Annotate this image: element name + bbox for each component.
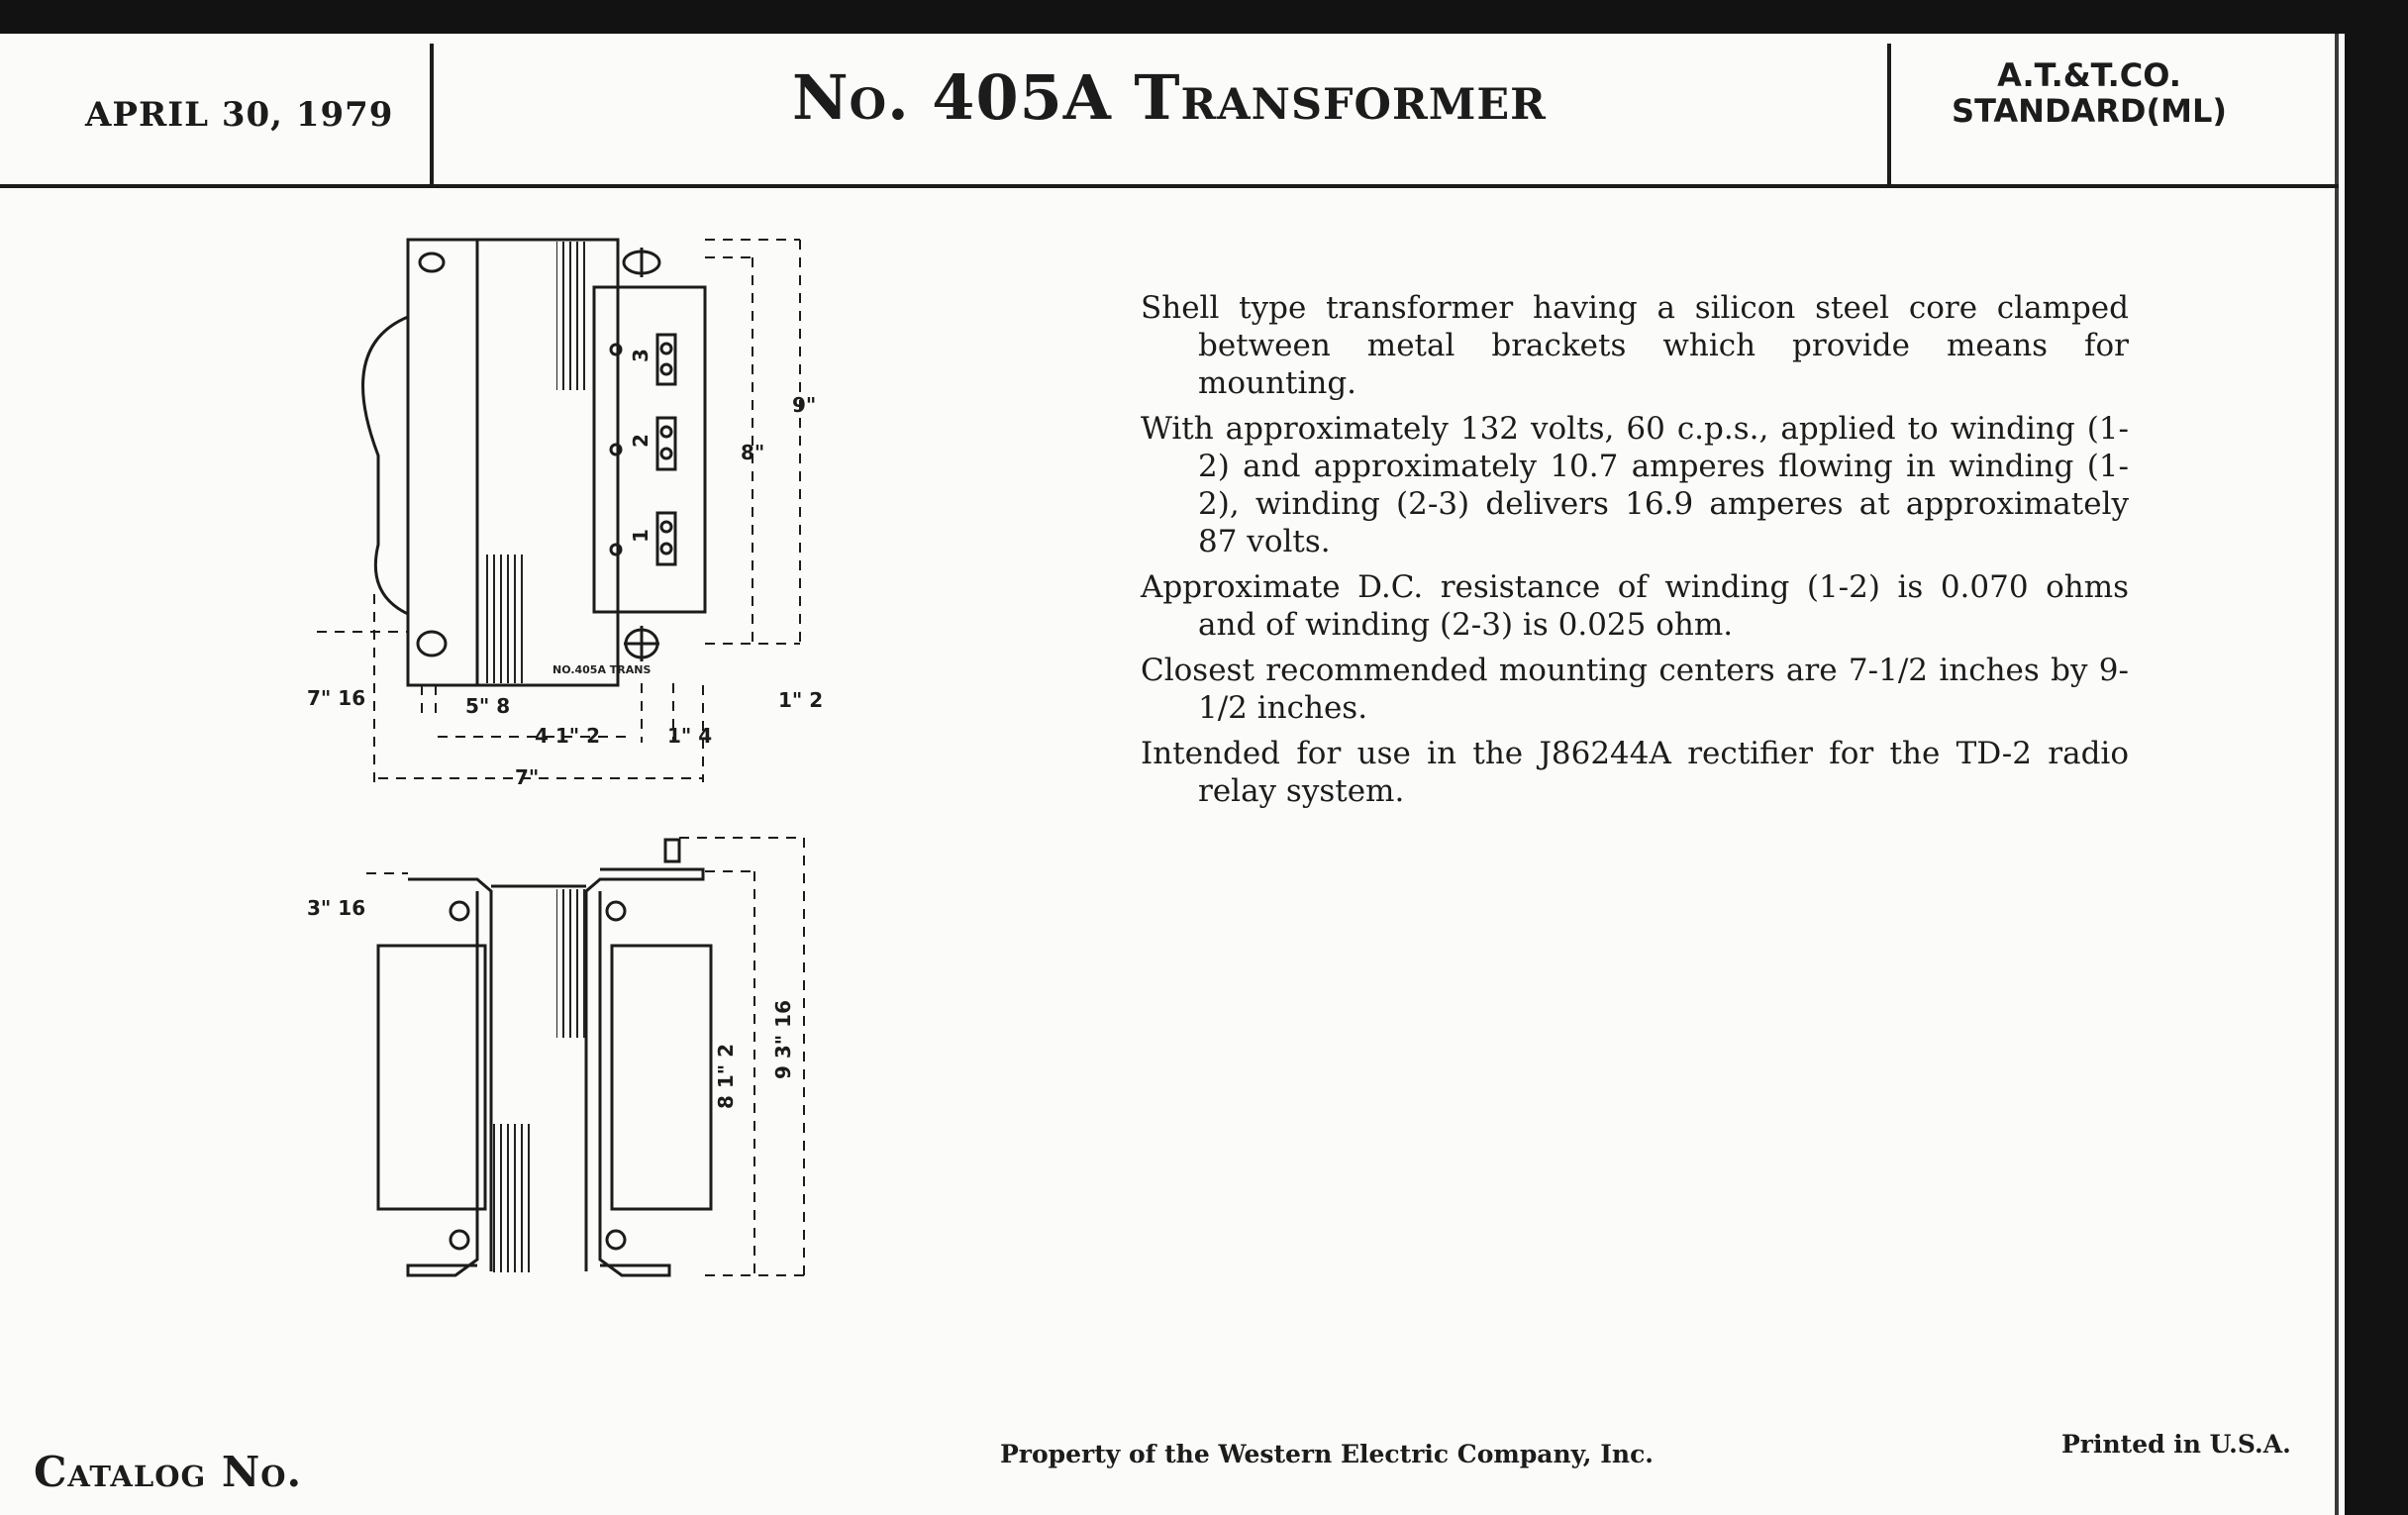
dim-8-1-2: 8 1" 2	[714, 1043, 738, 1109]
dim-1-2: 1" 2	[778, 688, 824, 712]
description	[1141, 289, 2129, 818]
dim-5-8: 5" 8	[465, 694, 511, 718]
description-paragraph: With approximately 132 volts, 60 c.p.s., applied to winding (1-2) and approximately 10.7 amperes flowing in winding (1-2), winding (2-3) delivers 16.9 amperes at approximately 87 volts.	[1141, 411, 2129, 559]
left-coil	[378, 946, 485, 1209]
description-paragraph: Approximate D.C. resistance of winding (1-2) is 0.070 ohms and of winding (2-3) is 0.025 ohm.	[1141, 569, 2129, 643]
dim-1-4: 1" 4	[667, 724, 713, 748]
catalog-number-label: Catalog No.	[34, 1448, 303, 1496]
bolt	[451, 1231, 468, 1249]
bolt	[451, 902, 468, 920]
terminal-label-1: 1	[629, 529, 652, 543]
scan-right-border	[2345, 34, 2408, 1515]
description-paragraph: Intended for use in the J86244A rectifier for the TD-2 radio relay system.	[1141, 736, 2129, 809]
nameplate-label: NO.405A TRANS	[552, 663, 652, 676]
dim-9-inch: 9"	[792, 393, 817, 417]
top-view	[363, 240, 705, 685]
standard-block	[1891, 57, 2287, 129]
dim-7-inch: 7"	[515, 765, 540, 789]
dim-3-16: 3" 16	[307, 896, 366, 920]
scan-top-border	[0, 0, 2408, 34]
printed-notice: Printed in U.S.A.	[2061, 1430, 2291, 1459]
drawing-svg	[297, 218, 871, 1307]
dim-8-inch: 8"	[741, 441, 765, 464]
mounting-hole	[420, 253, 444, 271]
side-hatch-top	[556, 889, 586, 1038]
right-coil	[612, 946, 711, 1209]
description-paragraph: Closest recommended mounting centers are 7-1/2 inches by 9-1/2 inches.	[1141, 653, 2129, 726]
dim-4-1-2: 4 1" 2	[535, 724, 601, 748]
header	[0, 34, 2339, 190]
mounting-hole	[418, 632, 446, 656]
terminal-stud	[665, 840, 679, 861]
bolt	[607, 1231, 625, 1249]
terminal-label-2: 2	[629, 434, 652, 448]
property-notice: Property of the Western Electric Company, Inc.	[1000, 1440, 1655, 1468]
header-rule	[0, 184, 2339, 188]
description-paragraph: Shell type transformer having a silicon steel core clamped between metal brackets which provide means for mounting.	[1141, 290, 2129, 401]
scan-right-shadow	[2335, 34, 2339, 1515]
header-divider-left	[430, 44, 434, 184]
dim-7-16: 7" 16	[307, 686, 366, 710]
side-hatch-bottom	[491, 1124, 531, 1272]
coil-bulge	[363, 317, 408, 614]
standard-line1: A.T.&T.CO.	[1997, 56, 2181, 94]
core-hatch-bottom	[485, 555, 525, 683]
side-view	[378, 840, 711, 1275]
date: APRIL 30, 1979	[85, 95, 394, 135]
transformer-drawing	[297, 218, 871, 1311]
bolt	[607, 902, 625, 920]
right-bracket	[586, 869, 703, 1271]
page-title: No. 405A Transformer	[792, 61, 1547, 134]
terminal-label-3: 3	[629, 349, 652, 362]
standard-line2: STANDARD(ML)	[1952, 92, 2227, 130]
core-hatch-top	[556, 242, 586, 390]
dim-9-3-16: 9 3" 16	[771, 999, 795, 1079]
